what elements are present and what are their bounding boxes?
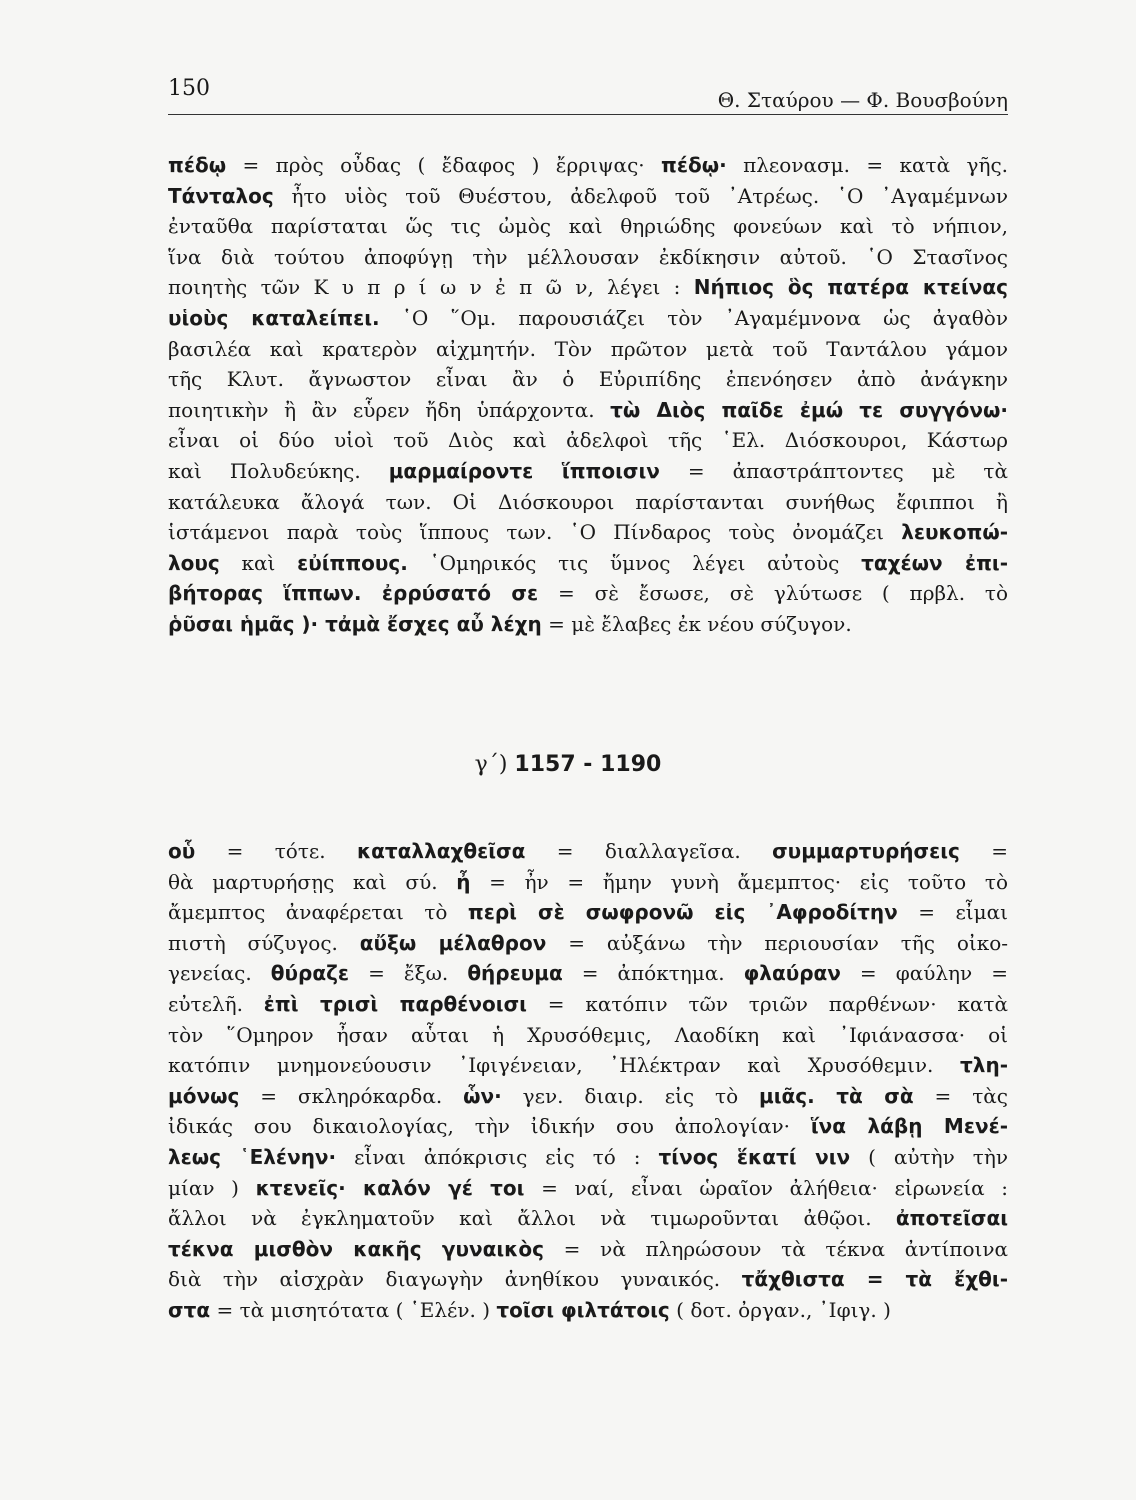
- gloss-text: εἶναι ἀπόκρισις εἰς τό :: [336, 1144, 659, 1169]
- lemma-term: λεως ῾Ελένην·: [168, 1144, 337, 1169]
- gloss-text: = ἀπαστράπτοντες μὲ τὰ: [659, 458, 1008, 483]
- lemma-term: τἄχθιστα = τὰ ἔχθι-: [741, 1267, 1008, 1292]
- gloss-text: = σκληρόκαρδα.: [239, 1083, 464, 1108]
- gloss-text: πλεονασμ. = κατὰ γῆς.: [726, 153, 1008, 177]
- gloss-text: = νὰ πληρώσουν τὰ τέκνα ἀντίποινα: [543, 1236, 1008, 1261]
- text-line: [168, 609, 1008, 640]
- text-line: [168, 1111, 1008, 1142]
- gloss-text: γεν. διαιρ. εἰς τὸ: [501, 1083, 760, 1108]
- text-line: [168, 364, 1008, 395]
- text-line: [168, 487, 1008, 518]
- gloss-text: ποιητὴς τῶν Κ υ π ρ ί ω ν ἐ π ῶ ν, λέγει :: [168, 275, 694, 300]
- lemma-term: μόνως: [168, 1083, 240, 1108]
- gloss-text: = εἶμαι: [897, 900, 1008, 925]
- gloss-text: θὰ μαρτυρήσῃς καὶ σύ.: [168, 869, 457, 894]
- text-line: [168, 958, 1008, 989]
- gloss-text: τὸν ῞Ομηρον ἦσαν αὗται ἡ Χρυσόθεμις, Λαοδίκη καὶ ᾿Ιφιάνασσα· οἱ: [168, 1022, 1008, 1047]
- gloss-text: = αὐξάνω τὴν περιουσίαν τῆς οἰκο-: [546, 930, 1008, 955]
- text-line: [168, 1234, 1008, 1265]
- lemma-term: καταλλαχθεῖσα: [356, 839, 526, 863]
- gloss-text: ἱστάμενοι παρὰ τοὺς ἵππους των. ῾Ο Πίνδαρος τοὺς ὀνομάζει: [168, 520, 902, 545]
- page-number: 150: [168, 76, 210, 101]
- lemma-term: θήρευμα: [467, 961, 563, 986]
- gloss-text: καὶ Πολυδεύκης.: [168, 458, 389, 483]
- text-line: [168, 181, 1008, 212]
- commentary-section-1: [168, 150, 1008, 640]
- gloss-text: εὐτελῆ.: [168, 991, 264, 1016]
- gloss-text: ἦτο υἱὸς τοῦ Θυέστου, ἀδελφοῦ τοῦ ᾿Ατρέως. ῾Ο ᾿Αγαμέμνων: [273, 183, 1008, 208]
- text-line: [168, 989, 1008, 1020]
- text-line: [168, 897, 1008, 928]
- lemma-term: ἀποτεῖσαι: [895, 1206, 1008, 1231]
- gloss-text: ἄλλοι νὰ ἐγκληματοῦν καὶ ἄλλοι νὰ τιμωροῦνται ἀθῷοι.: [168, 1206, 896, 1231]
- lemma-term: αὔξω μέλαθρον: [359, 930, 547, 955]
- lemma-term: Τάνταλος: [168, 183, 274, 208]
- lemma-term: βήτορας ἵππων. ἐρρύσατό σε: [168, 581, 539, 606]
- running-head: Θ. Σταύρου — Φ. Βουσβούνη: [717, 88, 1008, 112]
- gloss-text: ἐνταῦθα παρίσταται ὥς τις ὠμὸς καὶ θηριώδης φονεύων καὶ τὸ νήπιον,: [168, 214, 1008, 239]
- lemma-term: λους: [168, 550, 220, 575]
- lemma-term: λευκοπώ-: [901, 520, 1008, 545]
- gloss-text: κατόπιν μνημονεύουσιν ᾿Ιφιγένειαν, ᾿Ηλέκτραν καὶ Χρυσόθεμιν.: [168, 1053, 961, 1078]
- lemma-term: μιᾶς. τὰ σὰ: [759, 1083, 914, 1108]
- gloss-text: κατάλευκα ἄλογά των. Οἱ Διόσκουροι παρίστανται συνήθως ἔφιπποι ἢ: [168, 489, 1008, 514]
- text-line: [168, 1020, 1008, 1051]
- gloss-text: ἄμεμπτος ἀναφέρεται τὸ: [168, 900, 468, 925]
- text-line: [168, 395, 1008, 426]
- gloss-text: = σὲ ἔσωσε, σὲ γλύτωσε ( πρβλ. τὸ: [538, 581, 1008, 606]
- gloss-text: ἵνα διὰ τούτου ἀποφύγῃ τὴν μέλλουσαν ἐκδίκησιν αὐτοῦ. ῾Ο Στασῖνος: [168, 244, 1008, 269]
- gloss-text: = τότε.: [195, 839, 357, 863]
- gloss-text: =: [959, 839, 1008, 863]
- gloss-text: = ναί, εἶναι ὡραῖον ἀλήθεια· εἰρωνεία :: [524, 1175, 1008, 1200]
- lemma-term: οὗ: [168, 839, 196, 863]
- gloss-text: ἰδικάς σου δικαιολογίας, τὴν ἰδικήν σου ἀπολογίαν·: [168, 1114, 811, 1139]
- gloss-text: τῆς Κλυτ. ἄγνωστον εἶναι ἂν ὁ Εὐριπίδης ἐπενόησεν ἀπὸ ἀνάγκην: [168, 367, 1008, 392]
- gloss-text: βασιλέα καὶ κρατερὸν αἰχμητήν. Τὸν πρῶτον μετὰ τοῦ Ταντάλου γάμον: [168, 336, 1008, 361]
- lemma-term: εὐίππους.: [297, 550, 408, 575]
- lemma-term: πέδῳ·: [661, 153, 727, 177]
- gloss-text: ῾Ομηρικός τις ὕμνος λέγει αὐτοὺς: [407, 550, 862, 575]
- lemma-term: τίνος ἕκατί νιν: [658, 1144, 851, 1169]
- text-line: [168, 836, 1008, 867]
- lemma-term: υἱοὺς καταλείπει.: [168, 305, 380, 330]
- text-line: [168, 150, 1008, 181]
- lemma-term: συμμαρτυρήσεις: [772, 839, 960, 863]
- lemma-term: ὧν·: [463, 1083, 502, 1108]
- gloss-text: = ἀπόκτημα.: [562, 961, 744, 986]
- text-line: [168, 242, 1008, 273]
- text-line: [168, 548, 1008, 579]
- text-line: [168, 928, 1008, 959]
- gloss-text: μίαν ): [168, 1175, 256, 1200]
- text-line: [168, 517, 1008, 548]
- text-line: [168, 425, 1008, 456]
- lemma-term: ἦ: [456, 869, 471, 894]
- gloss-text: διὰ τὴν αἰσχρὰν διαγωγὴν ἀνηθίκου γυναικός.: [168, 1267, 742, 1292]
- text-line: [168, 1173, 1008, 1204]
- gloss-text: = τὰ μισητότατα ( ῾Ελέν. ): [210, 1297, 497, 1322]
- gloss-text: γενείας.: [168, 961, 271, 986]
- text-line: [168, 334, 1008, 365]
- gloss-text: = κατόπιν τῶν τριῶν παρθένων· κατὰ: [526, 991, 1008, 1016]
- lemma-term: φλαύραν: [743, 961, 841, 986]
- lemma-term: τλη-: [960, 1053, 1008, 1078]
- text-line: [168, 1050, 1008, 1081]
- gloss-text: = ἦν = ἤμην γυνὴ ἄμεμπτος· εἰς τοῦτο τὸ: [470, 869, 1008, 894]
- gloss-text: εἶναι οἱ δύο υἱοὶ τοῦ Διὸς καὶ ἀδελφοὶ τῆς ῾Ελ. Διόσκουροι, Κάστωρ: [168, 428, 1008, 453]
- section-range: 1157 - 1190: [514, 752, 662, 777]
- lemma-term: τὼ Διὸς παῖδε ἐμώ τε συγγόνω·: [610, 397, 1008, 422]
- lemma-term: πέδῳ: [168, 153, 227, 177]
- text-line: [168, 272, 1008, 303]
- gloss-text: = φαύλην =: [840, 961, 1008, 986]
- lemma-term: τοῖσι φιλτάτοις: [496, 1297, 670, 1322]
- lemma-term: ῥῦσαι ἡμᾶς )· τἀμὰ ἔσχες αὖ λέχη: [168, 611, 542, 636]
- text-line: [168, 1203, 1008, 1234]
- lemma-term: τέκνα μισθὸν κακῆς γυναικὸς: [168, 1236, 544, 1261]
- gloss-text: πιστὴ σύζυγος.: [168, 930, 360, 955]
- lemma-term: κτενεῖς· καλόν γέ τοι: [255, 1175, 525, 1200]
- section-label: γ΄): [474, 752, 508, 777]
- gloss-text: = διαλλαγεῖσα.: [525, 839, 773, 863]
- text-line: [168, 867, 1008, 898]
- lemma-term: ταχέων ἐπι-: [861, 550, 1008, 575]
- text-line: [168, 211, 1008, 242]
- text-line: [168, 1264, 1008, 1295]
- lemma-term: περὶ σὲ σωφρονῶ εἰς ᾿Αφροδίτην: [467, 900, 898, 925]
- gloss-text: καὶ: [219, 550, 298, 575]
- gloss-text: = πρὸς οὖδας ( ἔδαφος ) ἔρριψας·: [226, 153, 662, 177]
- text-line: [168, 1295, 1008, 1326]
- text-line: [168, 456, 1008, 487]
- lemma-term: ἵνα λάβῃ Μενέ-: [810, 1114, 1008, 1139]
- page-header: [168, 70, 1008, 115]
- text-line: [168, 1142, 1008, 1173]
- gloss-text: ποιητικὴν ἢ ἂν εὗρεν ἤδη ὑπάρχοντα.: [168, 397, 611, 422]
- lemma-term: θύραζε: [270, 961, 350, 986]
- gloss-text: = μὲ ἔλαβες ἐκ νέου σύζυγον.: [541, 611, 852, 636]
- gloss-text: = τὰς: [913, 1083, 1008, 1108]
- commentary-section-2: [168, 836, 1008, 1326]
- lemma-term: μαρμαίροντε ἵπποισιν: [388, 458, 660, 483]
- text-line: [168, 1081, 1008, 1112]
- gloss-text: = ἔξω.: [349, 961, 468, 986]
- text-line: [168, 578, 1008, 609]
- text-line: [168, 303, 1008, 334]
- gloss-text: ( δοτ. ὀργαν., ᾿Ιφιγ. ): [669, 1297, 891, 1322]
- section-heading: [0, 752, 1136, 777]
- lemma-term: στα: [168, 1297, 211, 1322]
- lemma-term: Νήπιος ὃς πατέρα κτείνας: [693, 275, 1008, 300]
- lemma-term: ἐπὶ τρισὶ παρθένοισι: [263, 991, 527, 1016]
- gloss-text: ῾Ο ῞Ομ. παρουσιάζει τὸν ᾿Αγαμέμνονα ὡς ἀγαθὸν: [379, 305, 1008, 330]
- gloss-text: ( αὐτὴν τὴν: [850, 1144, 1008, 1169]
